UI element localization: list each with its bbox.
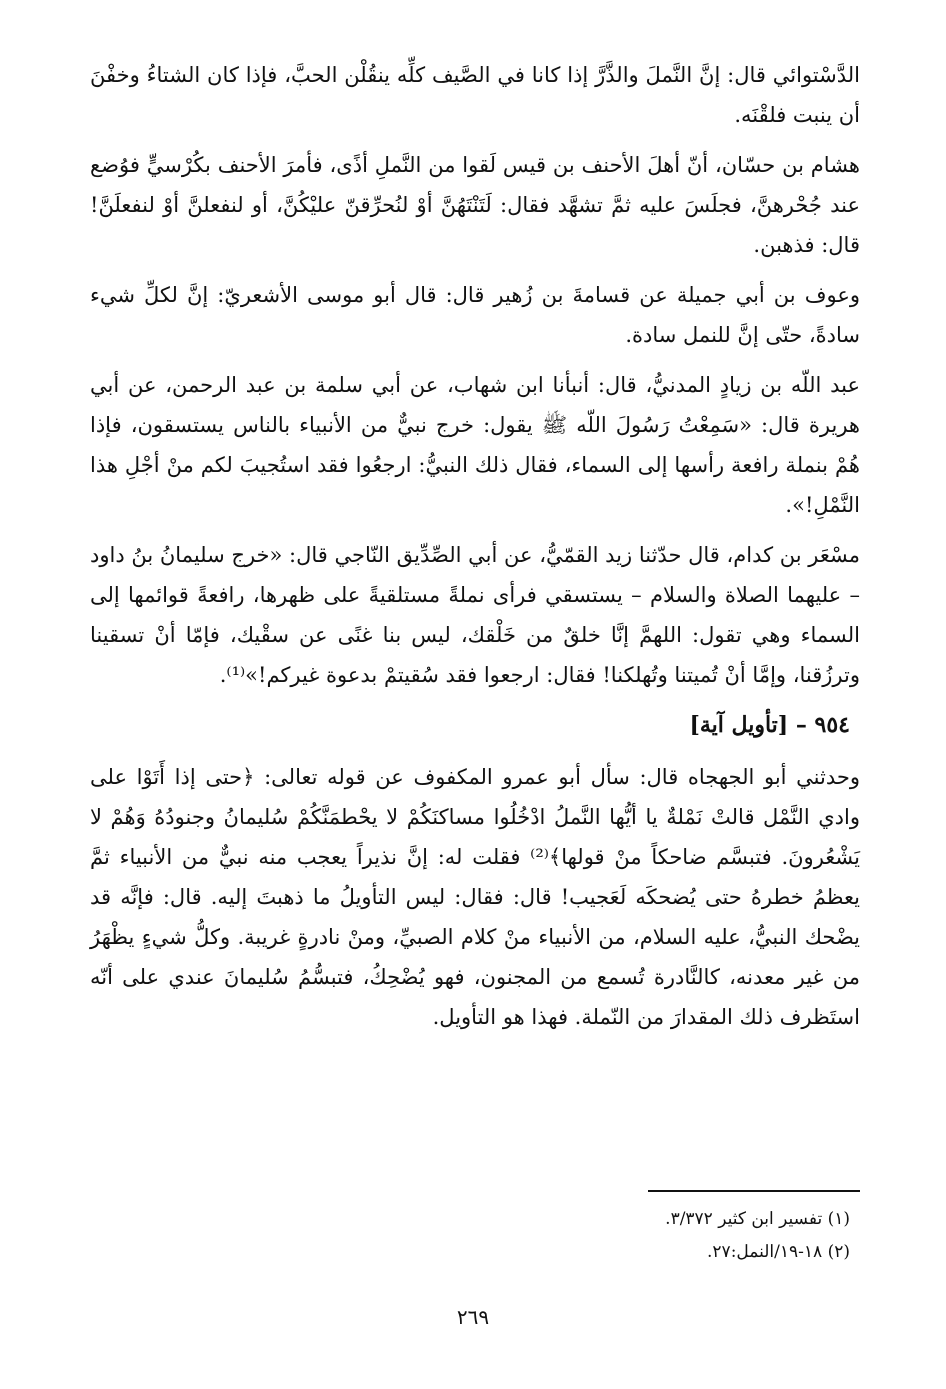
footnote-2: (٢) ١٨-١٩/النمل:٢٧. [707,1242,850,1262]
section-title: [تأويل آية] [689,712,789,738]
paragraph-misar: مسْعَر بن كدام، قال حدّثنا زيد القمّيُّ، عن أبي الصِّدِّيق النّاجي قال: «خرج سليمانُ بنُ داود – عليهما الصلاة والسلام – يستسقي فرأى نملةً مستلقيةً على ظهرها، رافعةً قوائمها إلى السماء وهي تقول: اللهمَّ إنَّا خلقٌ من خَلْقك، ليس بنا غنًى عن سقْيك، فإمّا أنْ تسقينا وترزُقنا، وإمَّا أنْ تُميتنا وتُهلكنا! فقال: ارجعوا فقد سُقيتمْ بدعوة غيركم!»⁽¹⁾. [90,543,860,687]
page-body [90,55,860,1047]
paragraph-hisham: هشام بن حسّان، أنّ أهلَ الأحنف بن قيس لَقوا من النَّملِ أذًى، فأمرَ الأحنف بكُرْسيٍّ فوُضع عند جُحْرهنَّ، فجلَسَ عليه ثمَّ تشهَّد فقال: لَتَنْتَهُنَّ أوْ لنُحرِّقنّ عليْكُنَّ، أو لنفعلنَّ أوْ لنفعلَنَّ! قال: فذهبن. [90,153,860,257]
paragraph-awf: وعوف بن أبي جميلة عن قسامةَ بن زُهير قال: قال أبو موسى الأشعريّ: إنَّ لكلِّ شيء سادةً، حتّى إنَّ للنمل سادة. [90,283,860,347]
footnotes [200,1203,850,1269]
paragraph-dastuwai: الدَّسْتوائي قال: إنَّ النَّملَ والذَّرَّ إذا كانا في الصَّيف كلِّه ينقُلْن الحبَّ، فإذا كان الشتاءُ وخفْنَ أن ينبت فلقْنَه. [90,63,860,127]
section-number: ٩٥٤ [814,712,850,738]
footnote-divider [648,1190,860,1192]
paragraph-abu-jahjah: وحدثني أبو الجهجاه قال: سأل أبو عمرو المكفوف عن قوله تعالى: ﴿حتى إذا أَتَوْا على وادي النَّمْل قالتْ نَمْلةٌ يا أيُّها النَّملُ ادْخُلُوا مساكنَكُمْ لا يحْطمَنَّكُمْ سُليمانُ وجنودُهُ وَهُمْ لا يَشْعُرونَ. فتبسَّم ضاحكاً منْ قولها﴾⁽²⁾ فقلت له: إنَّ نذيراً يعجب منه نبيٌّ من الأنبياء ثمَّ يعظمُ خطرهُ حتى يُضحكَه لَعَجيب! قال: فقال: ليس التأويلُ ما ذهبتَ إليه. قال: فإنَّه قد يضْحك النبيُّ، عليه السلام، من الأنبياء منْ كلام الصبيِّ، ومنْ نادرةٍ غريبة. وكلُّ شيءٍ يظْهَرُ من غير معدنه، كالنَّادرة تُسمع من المجنون، فهو يُضْحِكُ، فتبسُّمُ سُليمانَ عندي على أنّه استَظرف ذلك المقدارَ من النّملة. فهذا هو التأويل. [90,765,860,1029]
section-dash: – [795,712,807,738]
paragraph-abdallah: عبد اللّه بن زيادٍ المدنيُّ، قال: أنبأنا ابن شهاب، عن أبي سلمة بن عبد الرحمن، عن أبي هريرة قال: «سَمِعْتُ رَسُولَ اللّه ﷺ يقول: خرج نبيٌّ من الأنبياء بالناس يستسقون، فإذا هُمْ بنملة رافعة رأسها إلى السماء، فقال ذلك النبيُّ: ارجعُوا فقد استُجيبَ لكم منْ أجْلِ هذا النَّمْلِ!». [90,373,860,517]
footnote-1: (١) تفسير ابن كثير ٣/٣٧٢. [665,1209,850,1229]
page-number: ٢٦٩ [456,1305,490,1329]
section-heading [90,705,850,745]
